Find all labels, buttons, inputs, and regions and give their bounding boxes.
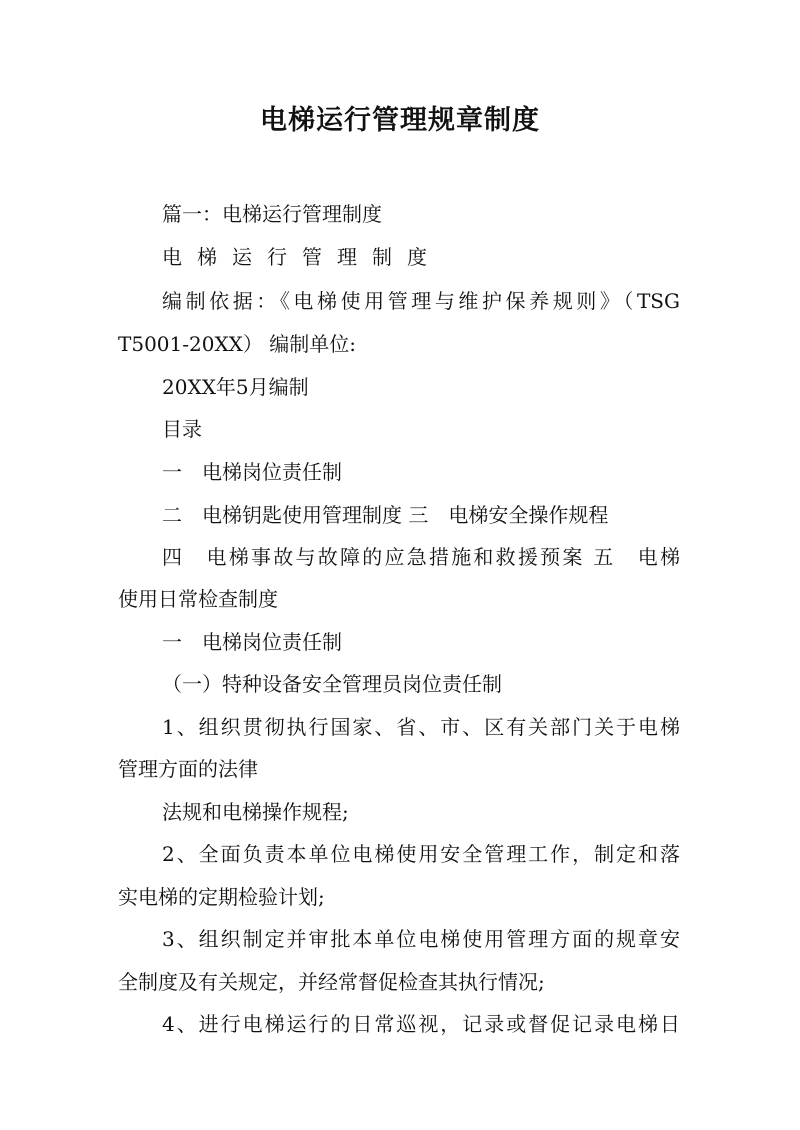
text-line: 电梯运行管理制度 xyxy=(162,245,442,269)
text-line: （一）特种设备安全管理员岗位责任制 xyxy=(162,672,502,696)
document-title: 电梯运行管理规章制度 xyxy=(260,105,540,136)
text-line: 1、组织贯彻执行国家、省、市、区有关部门关于电梯 xyxy=(162,715,680,739)
text-line: 法规和电梯操作规程; xyxy=(162,800,349,824)
text-line: 2、全面负责本单位电梯使用安全管理工作，制定和落 xyxy=(162,842,680,866)
text-line: 一 电梯岗位责任制 xyxy=(162,630,342,654)
text-line: 3、组织制定并审批本单位电梯使用管理方面的规章安 xyxy=(162,927,680,951)
text-line: 目录 xyxy=(162,417,202,441)
text-line: 管理方面的法律 xyxy=(118,757,258,781)
text-line: 编制依据：《电梯使用管理与维护保养规则》（TSG xyxy=(162,289,680,313)
text-line: 4、进行电梯运行的日常巡视，记录或督促记录电梯日 xyxy=(162,1012,680,1036)
text-line: 实电梯的定期检验计划; xyxy=(118,885,325,909)
text-line: 二 电梯钥匙使用管理制度 三 电梯安全操作规程 xyxy=(162,503,609,527)
text-line: 篇一：电梯运行管理制度 xyxy=(162,202,382,226)
text-line: 使用日常检查制度 xyxy=(118,587,278,611)
text-line: 一 电梯岗位责任制 xyxy=(162,460,342,484)
text-line: 20XX年5月编制 xyxy=(162,375,309,399)
text-line: 四 电梯事故与故障的应急措施和救援预案 五 电梯 xyxy=(162,545,680,569)
text-line: T5001-20XX） 编制单位: xyxy=(118,332,357,356)
text-line: 全制度及有关规定，并经常督促检查其执行情况; xyxy=(118,970,545,994)
